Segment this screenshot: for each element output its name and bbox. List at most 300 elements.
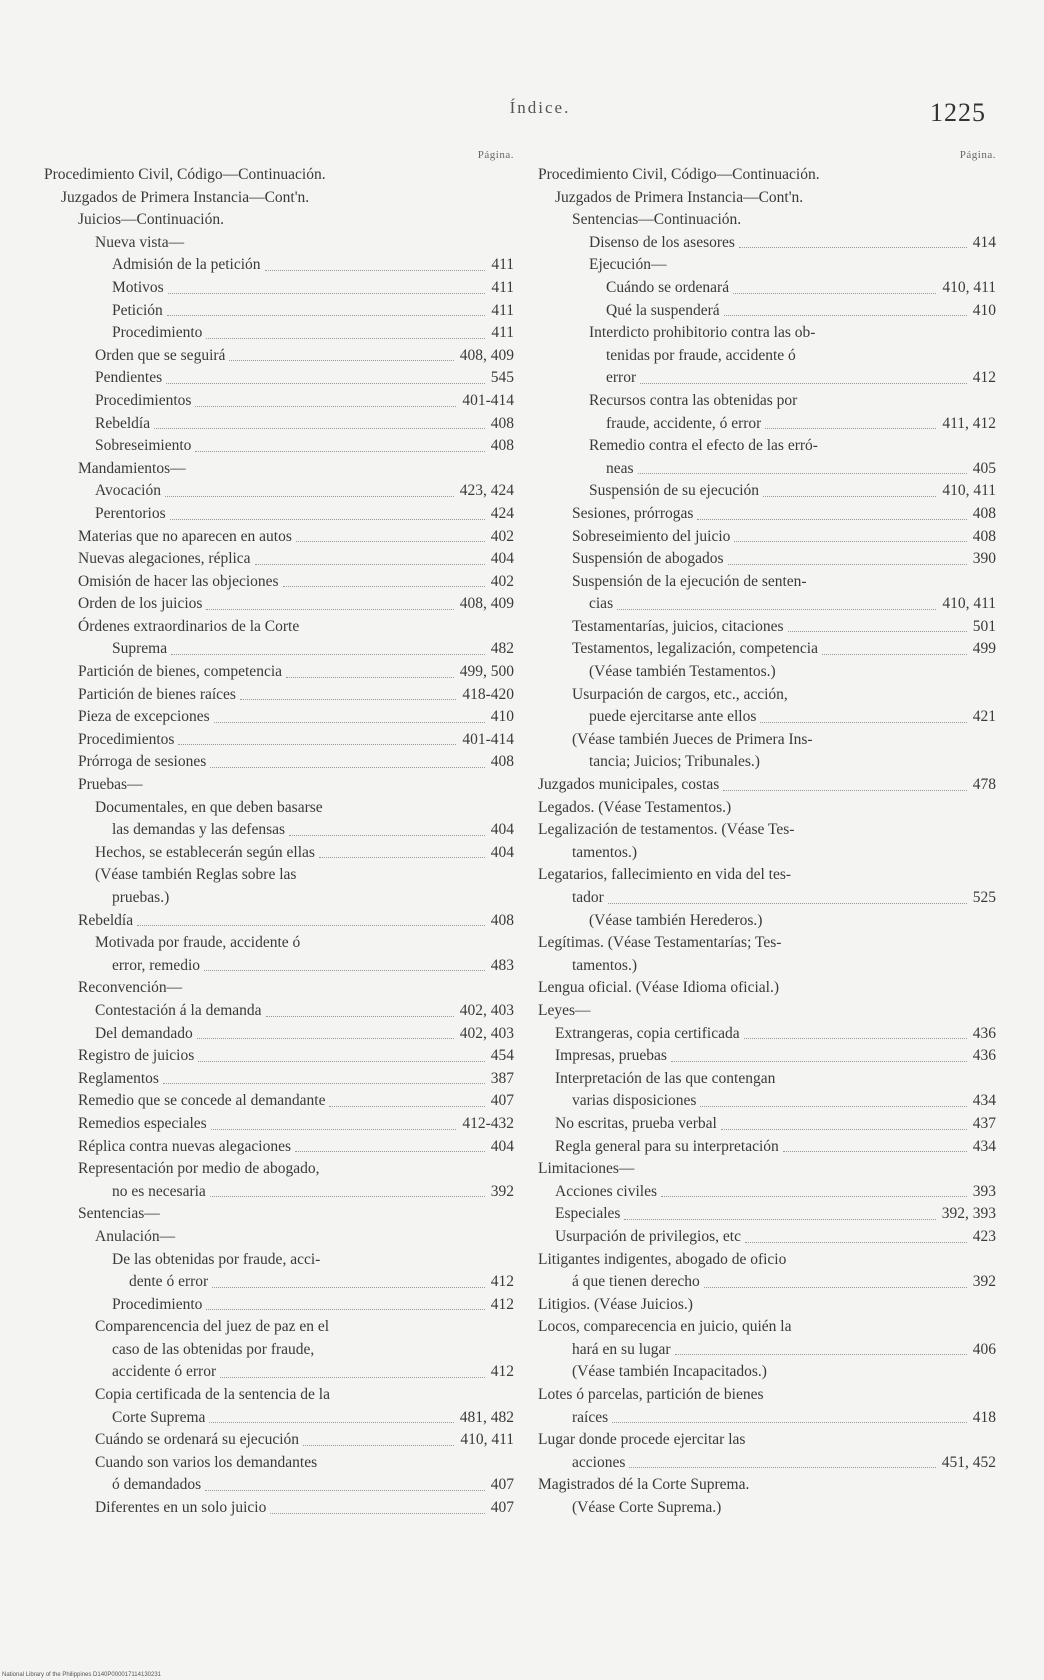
index-heading: tancia; Juicios; Tribunales.) [589, 753, 760, 771]
page-reference: 423 [972, 1227, 996, 1245]
index-heading: Limitaciones— [538, 1160, 635, 1178]
page-reference: 434 [972, 1137, 996, 1155]
entry-text: tador [572, 889, 604, 906]
dot-leader [270, 1513, 484, 1514]
index-heading: tamentos.) [572, 956, 637, 974]
index-entry [538, 1407, 996, 1430]
entry-text: Acciones civiles [555, 1182, 658, 1200]
entry-text: Partición de bienes raíces [78, 685, 236, 703]
dot-leader [266, 1016, 454, 1017]
index-entry [44, 1361, 514, 1384]
page-reference: 412 [490, 1295, 514, 1313]
dot-leader [198, 1061, 485, 1062]
entry-text: Partición de bienes, competencia [78, 663, 283, 681]
index-heading: tenidas por fraude, accidente ó [606, 346, 796, 364]
page-reference: 410, 411 [942, 278, 996, 296]
dot-leader [195, 451, 484, 452]
dot-leader [745, 1242, 967, 1243]
dot-leader [154, 428, 485, 429]
index-heading: Motivada por fraude, accidente ó [95, 934, 301, 952]
index-entry [44, 1000, 514, 1023]
index-entry [44, 955, 514, 978]
page-reference: 412-432 [462, 1114, 514, 1132]
index-entry [538, 367, 996, 390]
entry-text: Perentorios [95, 504, 166, 522]
dot-leader [286, 677, 454, 678]
page-reference: 404 [490, 1137, 514, 1155]
index-entry [44, 729, 514, 752]
dot-leader [612, 1422, 967, 1423]
entry-text: Remedios especiales [78, 1114, 207, 1132]
index-entry [538, 1181, 996, 1204]
page-reference: 408 [490, 911, 514, 929]
index-entry [538, 1203, 996, 1226]
page-reference: 401-414 [462, 391, 514, 409]
entry-text: Rebeldía [78, 911, 134, 929]
pagina-label: Página. [959, 149, 996, 161]
dot-leader [744, 1038, 967, 1039]
index-heading: Interpretación de las que contengan [555, 1069, 776, 1087]
dot-leader [283, 586, 485, 587]
page-reference: 408 [490, 753, 514, 771]
page-reference: 390 [972, 550, 996, 568]
index-heading: Representación por medio de abogado, [78, 1160, 320, 1178]
entry-text: puede ejercitarse ante ellos [589, 708, 757, 726]
index-entry [44, 503, 514, 526]
entry-text: hará en su lugar [572, 1340, 671, 1358]
entry-text: Reglamentos [78, 1069, 159, 1087]
entry-text: error [606, 369, 637, 387]
dot-leader [295, 1151, 485, 1152]
index-entry [538, 887, 996, 910]
index-heading: Remedio contra el efecto de las erró- [589, 437, 818, 455]
entry-text: Sesiones, prórrogas [572, 504, 694, 522]
index-column-left [44, 148, 514, 1520]
dot-leader [210, 1196, 485, 1197]
page-reference: 404 [490, 843, 514, 861]
pagina-label: Página. [477, 149, 514, 161]
dot-leader [319, 857, 485, 858]
index-entry [44, 1474, 514, 1497]
entry-text: No escritas, prueba verbal [555, 1114, 717, 1132]
dot-leader [209, 1422, 453, 1423]
index-heading: Comparencencia del juez de paz en el [95, 1318, 330, 1336]
index-entry [44, 1407, 514, 1430]
page-reference: 454 [490, 1047, 514, 1065]
dot-leader [210, 767, 484, 768]
dot-leader [166, 383, 485, 384]
page-reference: 545 [490, 369, 514, 387]
page-reference: 406 [972, 1340, 996, 1358]
index-heading: Procedimiento Civil, Código—Continuación. [538, 166, 820, 183]
index-entry [538, 638, 996, 661]
page-reference: 478 [972, 776, 996, 794]
index-entry [44, 1045, 514, 1068]
dot-leader [206, 338, 485, 339]
index-heading: Mandamientos— [78, 459, 186, 477]
dot-leader [168, 293, 486, 294]
entry-text: Disenso de los asesores [589, 233, 735, 251]
entry-text: Cuándo se ordenará su ejecución [95, 1431, 300, 1449]
entry-text: á que tienen derecho [572, 1273, 700, 1291]
index-entry [44, 1181, 514, 1204]
page-reference: 408 [972, 527, 996, 545]
entry-text: Rebeldía [95, 414, 151, 432]
dot-leader [700, 1106, 966, 1107]
index-heading: Locos, comparecencia en juicio, quién la [538, 1318, 792, 1336]
entry-text: Suspensión de abogados [572, 550, 724, 568]
dot-leader [265, 270, 486, 271]
dot-leader [171, 654, 485, 655]
entry-text: ó demandados [112, 1476, 202, 1494]
index-entry [44, 1136, 514, 1159]
entry-text: Omisión de hacer las objeciones [78, 572, 279, 590]
dot-leader [211, 1129, 457, 1130]
index-heading: pruebas.) [112, 889, 170, 906]
entry-text: Juzgados municipales, costas [538, 776, 720, 794]
dot-leader [704, 1287, 967, 1288]
page-reference: 482 [490, 640, 514, 658]
page-reference: 402, 403 [459, 1024, 514, 1042]
page-reference: 499, 500 [459, 663, 514, 681]
index-entry [538, 503, 996, 526]
index-heading: (Véase también Herederos.) [589, 911, 763, 929]
page-reference: 525 [972, 889, 996, 906]
entry-text: Procedimiento [112, 1295, 203, 1313]
dot-leader [624, 1219, 935, 1220]
entry-text: Admisión de la petición [112, 256, 261, 274]
index-entry [538, 1452, 996, 1475]
entry-text: Hechos, se establecerán según ellas [95, 843, 315, 861]
index-entry [538, 1113, 996, 1136]
index-heading: Procedimiento Civil, Código—Continuación. [44, 166, 326, 183]
index-entry [44, 413, 514, 436]
index-entry [538, 616, 996, 639]
index-entry [538, 458, 996, 481]
page-reference: 451, 452 [941, 1453, 996, 1471]
dot-leader [675, 1354, 967, 1355]
page-reference: 410, 411 [460, 1431, 514, 1449]
entry-text: Nuevas alegaciones, réplica [78, 550, 251, 568]
entry-text: Procedimiento [112, 324, 203, 342]
dot-leader [137, 925, 485, 926]
index-heading: Litigios. (Véase Juicios.) [538, 1295, 693, 1313]
entry-text: Avocación [95, 482, 161, 500]
dot-leader [629, 1467, 935, 1468]
index-entry [44, 1090, 514, 1113]
page-reference: 407 [490, 1499, 514, 1517]
dot-leader [165, 496, 454, 497]
index-heading: (Véase también Testamentos.) [589, 663, 776, 681]
index-entry [44, 910, 514, 933]
index-heading: Magistrados dé la Corte Suprema. [538, 1476, 750, 1494]
index-heading: Juzgados de Primera Instancia—Cont'n. [555, 188, 804, 206]
entry-text: fraude, accidente, ó error [606, 414, 762, 432]
index-heading: Reconvención— [78, 979, 183, 997]
entry-text: neas [606, 459, 634, 477]
index-entry [538, 300, 996, 323]
index-entry [538, 774, 996, 797]
index-heading: (Véase Corte Suprema.) [572, 1499, 722, 1517]
dot-leader [763, 496, 936, 497]
dot-leader [638, 473, 967, 474]
dot-leader [195, 406, 456, 407]
index-heading: Juicios—Continuación. [78, 211, 224, 229]
entry-text: Impresas, pruebas [555, 1047, 667, 1065]
index-heading: Lengua oficial. (Véase Idioma oficial.) [538, 979, 779, 997]
entry-text: Procedimientos [95, 391, 192, 409]
dot-leader [661, 1196, 967, 1197]
page-reference: 418-420 [462, 685, 514, 703]
index-heading: caso de las obtenidas por fraude, [112, 1340, 315, 1358]
entry-text: Procedimientos [78, 730, 175, 748]
page-reference: 392 [490, 1182, 514, 1200]
index-entry [538, 1136, 996, 1159]
page-reference: 421 [972, 708, 996, 726]
index-heading: (Véase también Jueces de Primera Ins- [572, 730, 813, 748]
dot-leader [724, 315, 967, 316]
index-heading: Ejecución— [589, 256, 667, 274]
index-entry [44, 435, 514, 458]
entry-text: Motivos [112, 278, 164, 296]
index-heading: Documentales, en que deben basarse [95, 798, 323, 816]
index-entry [44, 254, 514, 277]
entry-text: Réplica contra nuevas alegaciones [78, 1137, 292, 1155]
dot-leader [671, 1061, 967, 1062]
index-entry [538, 1090, 996, 1113]
index-entry [44, 571, 514, 594]
index-heading: Legados. (Véase Testamentos.) [538, 798, 732, 816]
index-heading: Legatarios, fallecimiento en vida del tes- [538, 866, 792, 884]
index-heading: Sentencias— [78, 1205, 160, 1223]
index-heading: De las obtenidas por fraude, acci- [112, 1250, 321, 1268]
index-heading: Juzgados de Primera Instancia—Cont'n. [61, 188, 310, 206]
entry-text: Remedio que se concede al demandante [78, 1092, 326, 1110]
dot-leader [212, 1287, 485, 1288]
index-heading: Nueva vista— [95, 233, 185, 251]
dot-leader [765, 428, 936, 429]
index-entry [538, 1339, 996, 1362]
page-reference: 434 [972, 1092, 996, 1110]
dot-leader [163, 1083, 485, 1084]
index-heading: Usurpación de cargos, etc., acción, [572, 685, 788, 703]
page-reference: 411, 412 [942, 414, 996, 432]
index-entry [538, 277, 996, 300]
page-reference: 423, 424 [459, 482, 514, 500]
index-heading: tamentos.) [572, 843, 637, 861]
page-reference: 410, 411 [942, 595, 996, 613]
index-entry [44, 1429, 514, 1452]
entry-text: error, remedio [112, 956, 201, 974]
entry-text: Orden de los juicios [78, 595, 203, 613]
index-entry [44, 548, 514, 571]
page-reference: 405 [972, 459, 996, 477]
page-reference: 483 [490, 956, 514, 974]
entry-text: Contestación á la demanda [95, 1001, 262, 1019]
page-reference: 411 [491, 324, 514, 342]
entry-text: acciones [572, 1453, 626, 1471]
index-heading: Interdicto prohibitorio contra las ob- [589, 324, 816, 342]
index-entry [44, 1068, 514, 1091]
dot-leader [206, 1309, 484, 1310]
index-entry [538, 526, 996, 549]
page-reference: 408 [490, 437, 514, 455]
entry-text: Suprema [112, 640, 168, 658]
index-entry [538, 548, 996, 571]
index-entry [44, 751, 514, 774]
page-reference: 411 [491, 301, 514, 319]
dot-leader [204, 970, 485, 971]
entry-text: Petición [112, 301, 163, 319]
index-heading: Lugar donde procede ejercitar las [538, 1431, 746, 1449]
entry-text: Suspensión de su ejecución [589, 482, 760, 500]
index-entry [44, 367, 514, 390]
index-entry [538, 413, 996, 436]
page-reference: 392, 393 [941, 1205, 996, 1223]
entry-text: Registro de juicios [78, 1047, 195, 1065]
index-heading: Leyes— [538, 1001, 591, 1019]
index-entry [44, 706, 514, 729]
dot-leader [240, 699, 456, 700]
entry-text: Qué la suspenderá [606, 301, 720, 319]
page-reference: 410, 411 [942, 482, 996, 500]
index-entry [44, 684, 514, 707]
dot-leader [723, 790, 967, 791]
page-reference: 402 [490, 572, 514, 590]
index-entry [538, 706, 996, 729]
entry-text: Testamentarías, juicios, citaciones [572, 617, 784, 635]
dot-leader [733, 293, 936, 294]
entry-text: Diferentes en un solo juicio [95, 1499, 267, 1517]
page-reference: 418 [972, 1408, 996, 1426]
index-heading: Legalización de testamentos. (Véase Tes- [538, 821, 795, 839]
index-entry [538, 480, 996, 503]
dot-leader [303, 1445, 454, 1446]
index-entry [44, 480, 514, 503]
entry-text: raíces [572, 1408, 609, 1426]
dot-leader [640, 383, 967, 384]
page-reference: 501 [972, 617, 996, 635]
entry-text: Sobreseimiento [95, 437, 192, 455]
page-reference: 407 [490, 1476, 514, 1494]
index-heading: (Véase también Reglas sobre las [95, 866, 297, 884]
page-reference: 436 [972, 1047, 996, 1065]
index-heading: Órdenes extraordinarios de la Corte [78, 617, 300, 635]
index-entry [538, 1045, 996, 1068]
page-number: 1225 [930, 98, 986, 127]
page-reference: 408, 409 [459, 595, 514, 613]
page-reference: 499 [972, 640, 996, 658]
index-heading: Litigantes indigentes, abogado de oficio [538, 1250, 787, 1268]
index-entry [538, 1226, 996, 1249]
page-reference: 424 [490, 504, 514, 522]
entry-text: accidente ó error [112, 1363, 217, 1381]
scan-credit: National Library of the Philippines D140P000017114130231 [2, 1672, 162, 1678]
page-reference: 401-414 [462, 730, 514, 748]
dot-leader [608, 903, 967, 904]
page-reference: 410 [490, 708, 514, 726]
index-entry [538, 1023, 996, 1046]
index-heading: Copia certificada de la sentencia de la [95, 1386, 330, 1404]
index-heading: Pruebas— [78, 776, 143, 794]
page-reference: 392 [972, 1273, 996, 1291]
index-entry [44, 1271, 514, 1294]
index-entry [44, 842, 514, 865]
page-reference: 408 [490, 414, 514, 432]
index-column-right [538, 148, 996, 1520]
page-reference: 404 [490, 550, 514, 568]
page-reference: 411 [491, 256, 514, 274]
index-entry [44, 638, 514, 661]
dot-leader [760, 722, 966, 723]
index-entry [538, 1271, 996, 1294]
entry-text: Testamentos, legalización, competencia [572, 640, 818, 658]
index-entry [44, 526, 514, 549]
dot-leader [329, 1106, 484, 1107]
index-entry [538, 232, 996, 255]
entry-text: Pieza de excepciones [78, 708, 210, 726]
dot-leader [617, 609, 936, 610]
entry-text: Materias que no aparecen en autos [78, 527, 292, 545]
dot-leader [197, 1038, 454, 1039]
dot-leader [170, 519, 485, 520]
entry-text: Sobreseimiento del juicio [572, 527, 731, 545]
index-entry [44, 1497, 514, 1520]
page-reference: 437 [972, 1114, 996, 1132]
dot-leader [178, 744, 456, 745]
page-reference: 402 [490, 527, 514, 545]
page-reference: 411 [491, 278, 514, 296]
index-heading: Recursos contra las obtenidas por [589, 391, 798, 409]
index-entry [44, 390, 514, 413]
dot-leader [289, 835, 485, 836]
entry-text: Prórroga de sesiones [78, 753, 207, 771]
entry-text: Especiales [555, 1205, 621, 1223]
index-entry [44, 277, 514, 300]
page-reference: 412 [490, 1363, 514, 1381]
index-entry [44, 322, 514, 345]
dot-leader [734, 541, 966, 542]
dot-leader [721, 1129, 967, 1130]
page-reference: 412 [972, 369, 996, 387]
index-entry [44, 1113, 514, 1136]
index-entry [44, 345, 514, 368]
dot-leader [214, 722, 485, 723]
entry-text: las demandas y las defensas [112, 821, 286, 839]
index-entry [44, 819, 514, 842]
index-heading: Sentencias—Continuación. [572, 211, 742, 229]
dot-leader [788, 631, 967, 632]
entry-text: Regla general para su interpretación [555, 1137, 779, 1155]
page-reference: 481, 482 [459, 1408, 514, 1426]
entry-text: varias disposiciones [572, 1092, 697, 1110]
page-reference: 412 [490, 1273, 514, 1291]
dot-leader [697, 519, 966, 520]
dot-leader [255, 564, 485, 565]
index-heading: Anulación— [95, 1227, 176, 1245]
page-reference: 393 [972, 1182, 996, 1200]
entry-text: Orden que se seguirá [95, 346, 226, 364]
index-heading: Suspensión de la ejecución de senten- [572, 572, 807, 590]
dot-leader [205, 1490, 485, 1491]
page-reference: 408, 409 [459, 346, 514, 364]
index-entry [44, 593, 514, 616]
dot-leader [220, 1377, 485, 1378]
page-reference: 387 [490, 1069, 514, 1087]
page-reference: 404 [490, 821, 514, 839]
dot-leader [822, 654, 967, 655]
entry-text: dente ó error [129, 1273, 209, 1291]
